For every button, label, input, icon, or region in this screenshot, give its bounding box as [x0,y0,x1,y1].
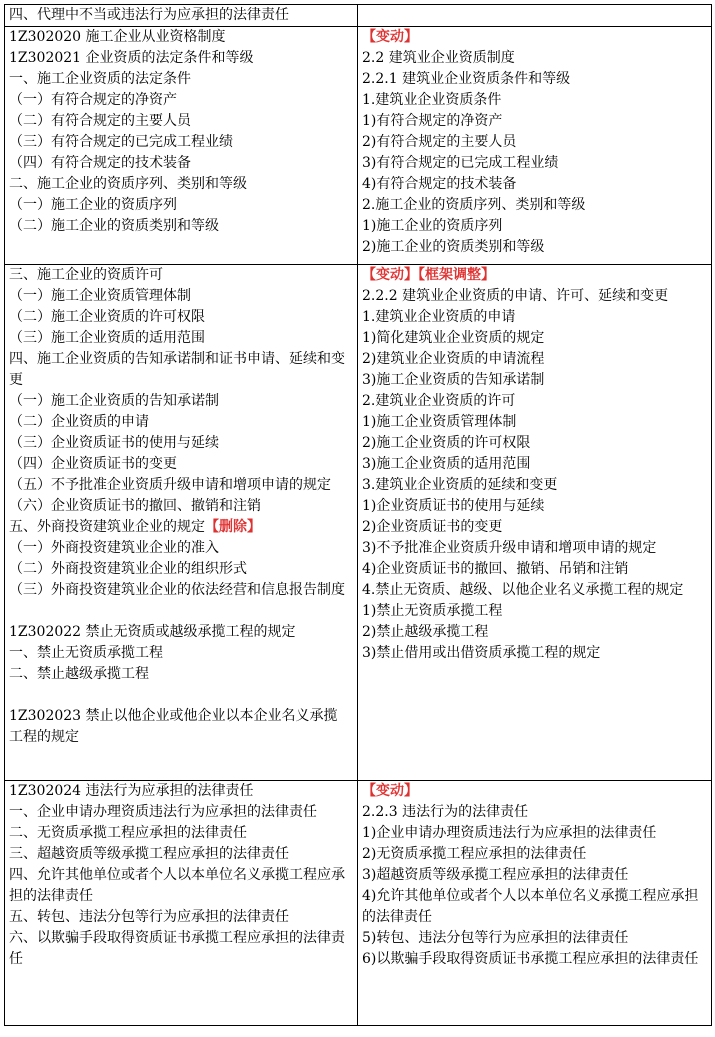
text-line [9,412,351,433]
text-line [362,412,705,433]
text-line [9,27,351,48]
line-text: 1)企业资质证书的使用与延续 [362,498,545,514]
line-text: 1Z302023 禁止以他企业或他企业以本企业名义承揽工程的规定 [9,708,338,745]
line-text: 2.2 建筑业企业资质制度 [362,50,515,66]
text-line [362,370,705,391]
line-text: 三、超越资质等级承揽工程应承担的法律责任 [9,846,289,862]
line-text: 3)有符合规定的已完成工程业绩 [362,155,559,171]
left-cell [5,265,358,781]
line-text: （二）企业资质的申请 [9,414,149,430]
line-text: （五）不予批准企业资质升级申请和增项申请的规定 [9,477,331,493]
text-line [9,286,351,307]
text-line [362,216,705,237]
line-text: 2)施工企业的资质类别和等级 [362,239,545,255]
line-text: 1Z302020 施工企业从业资格制度 [9,29,226,45]
line-text: 1)有符合规定的净资产 [362,113,503,129]
text-line [362,69,705,90]
line-text: （二）施工企业资质的许可权限 [9,309,205,325]
text-line [9,865,351,907]
text-line [362,601,705,622]
text-line [362,538,705,559]
text-line [362,823,705,844]
line-text: 2.2.2 建筑业企业资质的申请、许可、延续和变更 [362,288,669,304]
line-text: （二）施工企业的资质类别和等级 [9,218,219,234]
line-text: 3)不予批准企业资质升级申请和增项申请的规定 [362,540,657,556]
text-line [362,559,705,580]
line-text: 2.施工企业的资质序列、类别和等级 [362,197,586,213]
line-text: 1Z302022 禁止无资质或越级承揽工程的规定 [9,624,296,640]
text-line [362,844,705,865]
line-text: 二、禁止越级承揽工程 [9,666,149,682]
line-text: 五、转包、违法分包等行为应承担的法律责任 [9,909,289,925]
right-cell [358,27,712,265]
line-text: 1Z302021 企业资质的法定条件和等级 [9,50,254,66]
line-text: 3)超越资质等级承揽工程应承担的法律责任 [362,867,629,883]
table-row [5,27,712,265]
line-text: （六）企业资质证书的撤回、撤销和注销 [9,498,261,514]
line-text: 3)施工企业资质的适用范围 [362,456,531,472]
right-cell [358,265,712,781]
line-text: 一、禁止无资质承揽工程 [9,645,163,661]
text-line [9,823,351,844]
line-text: （三）企业资质证书的使用与延续 [9,435,219,451]
right-cell [358,5,712,27]
text-line [9,928,351,970]
text-line [362,307,705,328]
text-line [362,265,705,286]
blank-line [9,601,351,622]
text-line [9,538,351,559]
text-line [9,48,351,69]
text-line [9,132,351,153]
line-text: （一）施工企业的资质序列 [9,197,177,213]
right-cell [358,781,712,1026]
text-line [362,781,705,802]
text-line [362,622,705,643]
text-line [9,349,351,391]
text-line [362,517,705,538]
text-line [362,27,705,48]
line-text: 1)禁止无资质承揽工程 [362,603,503,619]
text-line [362,886,705,928]
text-line [362,949,705,970]
text-line [362,802,705,823]
line-text: 2)建筑业企业资质的申请流程 [362,351,545,367]
text-line [362,328,705,349]
line-text: （一）有符合规定的净资产 [9,92,177,108]
text-line [9,195,351,216]
change-tag: 【变动】 [362,783,418,799]
line-text: （三）施工企业资质的适用范围 [9,330,205,346]
line-text: 1Z302024 违法行为应承担的法律责任 [9,783,254,799]
text-line [9,69,351,90]
text-line [362,391,705,412]
line-text: 1.建筑业企业资质条件 [362,92,502,108]
text-line [362,643,705,664]
line-text: 1.建筑业企业资质的申请 [362,309,516,325]
text-line [362,111,705,132]
text-line [362,496,705,517]
text-line [362,580,705,601]
line-text: 2)禁止越级承揽工程 [362,624,489,640]
text-line [362,865,705,886]
line-text: 2.建筑业企业资质的许可 [362,393,516,409]
text-line [9,111,351,132]
text-line [9,433,351,454]
line-text: 4)企业资质证书的撤回、撤销、吊销和注销 [362,561,629,577]
text-line [362,454,705,475]
text-line [9,391,351,412]
line-text: （二）外商投资建筑业企业的组织形式 [9,561,247,577]
line-text: 1)企业申请办理资质违法行为应承担的法律责任 [362,825,657,841]
line-text: 2)无资质承揽工程应承担的法律责任 [362,846,587,862]
text-line [9,781,351,802]
text-line [9,643,351,664]
text-line [362,153,705,174]
line-text: 五、外商投资建筑业企业的规定 [9,519,205,535]
line-text: （一）施工企业资质的告知承诺制 [9,393,219,409]
line-text: 3)施工企业资质的告知承诺制 [362,372,545,388]
text-line [9,328,351,349]
text-line [362,195,705,216]
text-line [9,622,351,643]
text-line [9,664,351,685]
text-line [362,90,705,111]
line-text: 5)转包、违法分包等行为应承担的法律责任 [362,930,629,946]
blank-line [9,685,351,706]
text-line [9,475,351,496]
line-text: 六、以欺骗手段取得资质证书承揽工程应承担的法律责任 [9,930,345,967]
line-text: 一、企业申请办理资质违法行为应承担的法律责任 [9,804,317,820]
line-text: 4)有符合规定的技术装备 [362,176,517,192]
line-text: 四、代理中不当或违法行为应承担的法律责任 [9,7,289,23]
line-text: （一）外商投资建筑业企业的准入 [9,540,219,556]
line-text: 2)企业资质证书的变更 [362,519,503,535]
line-text: 2.2.1 建筑业企业资质条件和等级 [362,71,571,87]
text-line [362,928,705,949]
line-text: （二）有符合规定的主要人员 [9,113,191,129]
left-cell [5,5,358,27]
text-line [9,90,351,111]
change-tag: 【删除】 [205,519,261,535]
text-line [9,307,351,328]
line-text: 二、施工企业的资质序列、类别和等级 [9,176,247,192]
line-text: 二、无资质承揽工程应承担的法律责任 [9,825,247,841]
text-line [9,454,351,475]
text-line [9,5,351,26]
table-row [5,265,712,781]
line-text: 四、施工企业资质的告知承诺制和证书申请、延续和变更 [9,351,345,388]
line-text: （四）有符合规定的技术装备 [9,155,191,171]
left-cell [5,27,358,265]
line-text: （一）施工企业资质管理体制 [9,288,191,304]
table-row [5,5,712,27]
text-line [9,802,351,823]
line-text: 三、施工企业的资质许可 [9,267,163,283]
text-line [9,907,351,928]
line-text: 3)禁止借用或出借资质承揽工程的规定 [362,645,601,661]
line-text: 4)允许其他单位或者个人以本单位名义承揽工程应承担的法律责任 [362,888,699,925]
line-text: 2)有符合规定的主要人员 [362,134,517,150]
line-text: 6)以欺骗手段取得资质证书承揽工程应承担的法律责任 [362,951,699,967]
text-line [9,265,351,286]
line-text: 2.2.3 违法行为的法律责任 [362,804,529,820]
text-line [362,132,705,153]
line-text: 3.建筑业企业资质的延续和变更 [362,477,558,493]
text-line [9,559,351,580]
line-text: 1)施工企业的资质序列 [362,218,503,234]
text-line [9,216,351,237]
text-line [362,174,705,195]
text-line [362,349,705,370]
line-text: （三）外商投资建筑业企业的依法经营和信息报告制度 [9,582,345,598]
change-tag: 【变动】【框架调整】 [362,267,495,283]
comparison-table [4,4,712,1026]
text-line [9,517,351,538]
text-line [362,237,705,258]
text-line [9,153,351,174]
line-text: 1)施工企业资质管理体制 [362,414,517,430]
line-text: （三）有符合规定的已完成工程业绩 [9,134,233,150]
text-line [9,580,351,601]
line-text: 2)施工企业资质的许可权限 [362,435,531,451]
text-line [362,433,705,454]
table-row [5,781,712,1026]
left-cell [5,781,358,1026]
text-line [362,286,705,307]
line-text: 一、施工企业资质的法定条件 [9,71,191,87]
line-text: 四、允许其他单位或者个人以本单位名义承揽工程应承担的法律责任 [9,867,345,904]
change-tag: 【变动】 [362,29,418,45]
line-text: （四）企业资质证书的变更 [9,456,177,472]
text-line [9,844,351,865]
line-text: 4.禁止无资质、越级、以他企业名义承揽工程的规定 [362,582,684,598]
text-line [9,496,351,517]
text-line [9,706,351,748]
text-line [362,48,705,69]
line-text: 1)简化建筑业企业资质的规定 [362,330,545,346]
text-line [362,475,705,496]
text-line [9,174,351,195]
